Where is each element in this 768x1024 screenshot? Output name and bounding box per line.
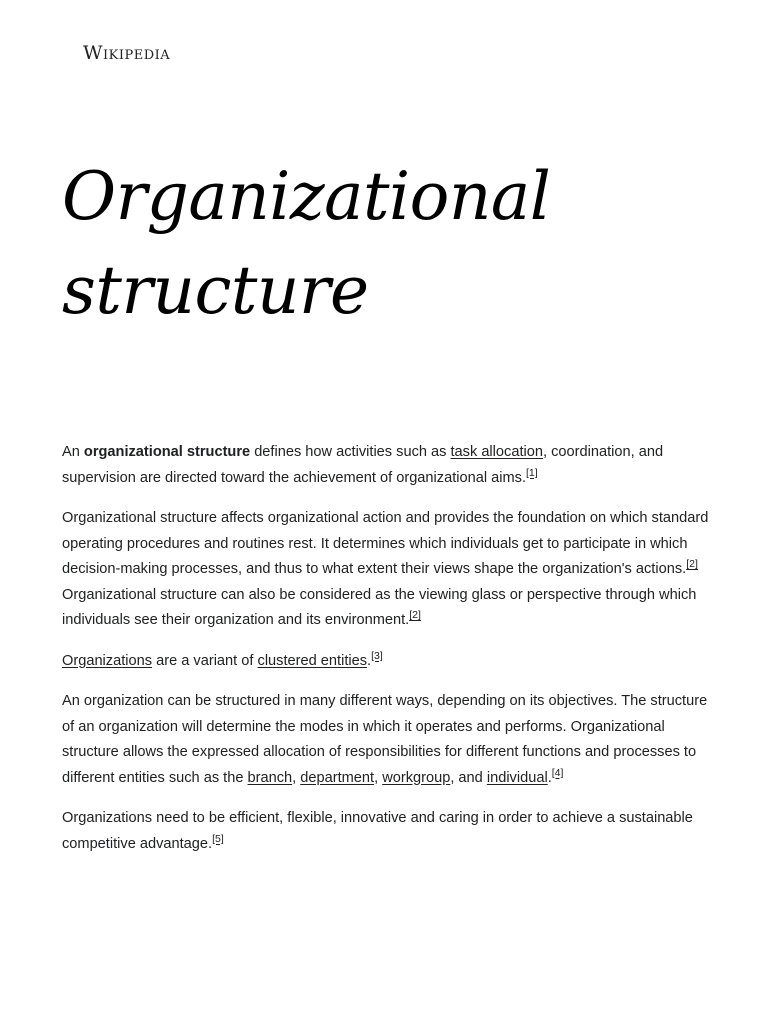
text: ,: [292, 769, 301, 786]
text: An organization can be structured in many different ways, depending on its objectives. The structure of an organization will determine the modes in which it operates and performs. Organizational structure allows the expressed allocation of responsibilities for different functions and processes to different entities such as the: [62, 693, 708, 786]
text: Organizations need to be efficient, flexible, innovative and caring in order to achieve a sustainable competitive advantage.: [62, 810, 693, 852]
citation-5: [212, 833, 224, 845]
citation-2: [686, 558, 698, 570]
citation-2b: [409, 609, 421, 621]
citation-link-2[interactable]: [2]: [686, 558, 698, 571]
link-organizations[interactable]: Organizations: [62, 652, 153, 669]
text: .: [547, 769, 552, 786]
citation-link-2b[interactable]: [2]: [409, 609, 421, 622]
link-department[interactable]: department: [300, 769, 375, 786]
link-clustered-entities[interactable]: clustered entities: [257, 652, 368, 669]
citation-link-5[interactable]: [5]: [212, 832, 224, 845]
text: are a variant of: [152, 652, 258, 669]
link-branch[interactable]: branch: [247, 769, 293, 786]
citation-link-4[interactable]: [4]: [551, 766, 564, 779]
citation-link-1[interactable]: [1]: [526, 466, 538, 479]
wikipedia-logo[interactable]: Wikipedia: [83, 42, 171, 64]
text: ,: [374, 769, 383, 786]
citation-link-3[interactable]: [3]: [371, 649, 383, 662]
link-task-allocation[interactable]: task allocation: [450, 444, 543, 460]
link-workgroup[interactable]: workgroup: [382, 769, 451, 786]
citation-4: [552, 767, 564, 779]
page-title: Organizational structure: [62, 158, 551, 329]
paragraph-5: [62, 806, 710, 857]
paragraph-2: [62, 506, 710, 634]
text: Organizational structure affects organizational action and provides the foundation on which standard operating procedures and routines rest. It determines which individuals get to participate in which decision-making processes, and thus to what extent their views shape the organization's actions.: [62, 510, 709, 577]
text: , and: [450, 769, 487, 786]
text: An: [62, 444, 84, 460]
link-individual[interactable]: individual: [486, 769, 548, 786]
article-body: [62, 440, 710, 872]
citation-3: [371, 650, 383, 662]
paragraph-1: [62, 440, 710, 491]
paragraph-4: [62, 689, 710, 791]
bold-term: organizational structure: [83, 444, 251, 460]
citation-1: [526, 467, 538, 479]
text: Organizational structure can also be considered as the viewing glass or perspective through which individuals see their organization and its environment.: [62, 586, 697, 628]
text: , coordination, and supervision are directed toward the achievement of organizational aims.: [62, 444, 664, 486]
paragraph-3: [62, 649, 710, 675]
text: .: [367, 652, 372, 669]
text: defines how activities such as: [250, 444, 451, 460]
